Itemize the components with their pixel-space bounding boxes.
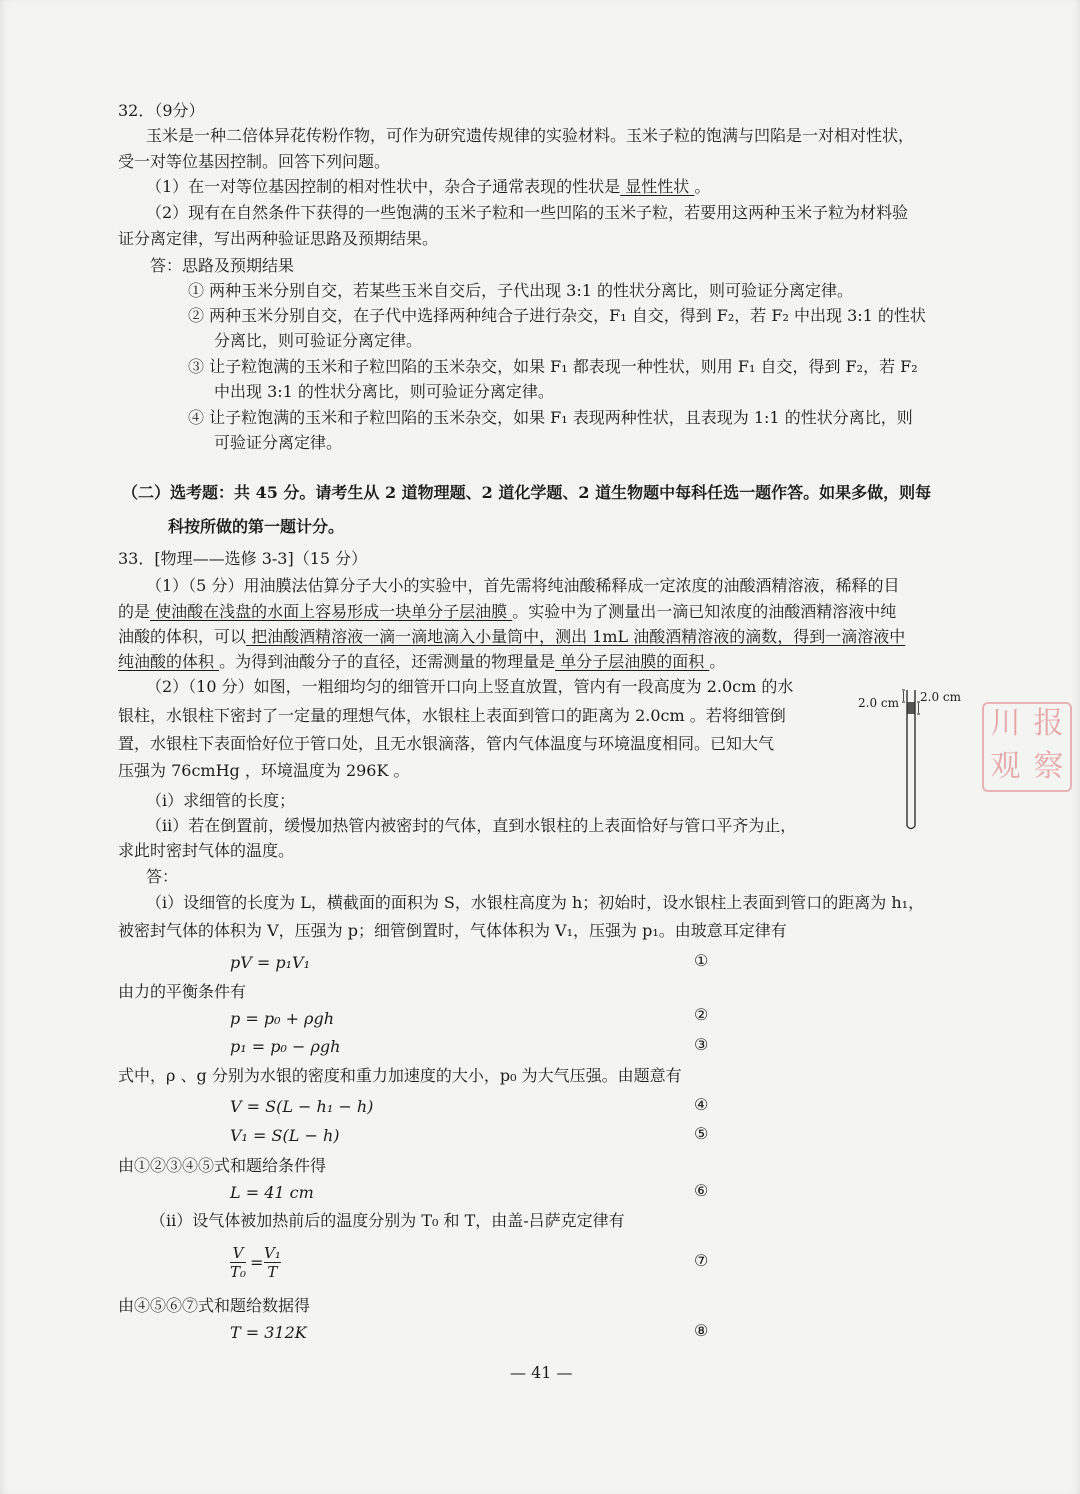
equation-number-8: ⑧: [694, 1321, 709, 1340]
equation-5: V₁ = S(L − h): [230, 1126, 340, 1145]
section2-line2: 科按所做的第一题计分。: [168, 517, 345, 536]
q33-sub-i: （i）求细管的长度；: [146, 791, 296, 810]
q33-part1-line3: 油酸的体积，可以 把油酸酒精溶液一滴一滴地滴入小量筒中，测出 1mL 油酸酒精溶液的滴数，得到一滴溶液中: [118, 627, 906, 646]
q33-sub-ii-line2: 求此时密封气体的温度。: [118, 841, 295, 860]
q32-answer-3-line2: 中出现 3:1 的性状分离比，则可验证分离定律。: [214, 382, 554, 401]
tube-diagram: [896, 688, 926, 832]
figure-label-left: 2.0 cm: [858, 696, 899, 710]
q32-part2-line2: 证分离定律，写出两种验证思路及预期结果。: [118, 229, 439, 248]
equation-2: p = p₀ + ρgh: [230, 1009, 335, 1028]
fraction-right: V₁ T: [264, 1244, 281, 1281]
q32-part1-answer: 显性性状: [620, 177, 695, 196]
q33-sub-ii-line1: （ii）若在倒置前，缓慢加热管内被密封的气体，直到水银柱的上表面恰好与管口平齐为止，: [146, 816, 797, 835]
text-from-equations-1: 由①②③④⑤式和题给条件得: [118, 1156, 327, 1175]
q32-header: 32．（9分）: [118, 101, 205, 120]
equation-number-5: ⑤: [694, 1124, 709, 1143]
q32-answer-4-line1: ④ 让子粒饱满的玉米和子粒凹陷的玉米杂交，如果 F₁ 表现两种性状，且表现为 1:1 的性状分离比，则: [188, 408, 913, 427]
q33-part2-line1: （2）（10 分）如图，一粗细均匀的细管开口向上竖直放置，管内有一段高度为 2.0cm 的水: [146, 677, 794, 696]
q32-intro-line2: 受一对等位基因控制。回答下列问题。: [118, 152, 391, 171]
equation-3: p₁ = p₀ − ρgh: [230, 1037, 341, 1056]
equation-4: V = S(L − h₁ − h): [230, 1097, 374, 1116]
equation-1: pV = p₁V₁: [230, 953, 310, 972]
q33-part1-line2: 的是 使油酸在浅盘的水面上容易形成一块单分子层油膜 。实验中为了测量出一滴已知浓度的油酸酒精溶液中纯: [118, 602, 897, 621]
equation-number-3: ③: [694, 1035, 709, 1054]
text-from-equations-2: 由④⑤⑥⑦式和题给数据得: [118, 1296, 311, 1315]
equation-number-4: ④: [694, 1095, 709, 1114]
q33-part2-line3: 置，水银柱下表面恰好位于管口处，且无水银滴落，管内气体温度与环境温度相同。已知大气: [118, 734, 775, 753]
q33-header: 33．[物理——选修 3-3]（15 分）: [118, 549, 368, 568]
equation-8: T = 312K: [230, 1323, 307, 1342]
q33-part1-line1: （1）（5 分）用油膜法估算分子大小的实验中，首先需将纯油酸稀释成一定浓度的油酸酒精溶液，稀释的目: [146, 576, 900, 595]
q32-part1: （1）在一对等位基因控制的相对性状中，杂合子通常表现的性状是 显性性状 。: [146, 177, 711, 196]
text-where: 式中，ρ 、g 分别为水银的密度和重力加速度的大小，p₀ 为大气压强。由题意有: [118, 1066, 682, 1085]
q32-answer-4-line2: 可验证分离定律。: [214, 433, 343, 452]
q33-solution-ii: （ii）设气体被加热前后的温度分别为 T₀ 和 T，由盖-吕萨克定律有: [150, 1211, 625, 1230]
equation-number-2: ②: [694, 1005, 709, 1024]
q32-answer-2-line1: ② 两种玉米分别自交，在子代中选择两种纯合子进行杂交，F₁ 自交，得到 F₂，若 F₂ 中出现 3:1 的性状: [188, 306, 926, 325]
equals-sign: =: [250, 1253, 264, 1272]
page-number: — 41 —: [510, 1363, 573, 1382]
q33-answer-head: 答：: [146, 867, 179, 886]
q32-answer-2-line2: 分离比，则可验证分离定律。: [214, 331, 423, 350]
q32-intro-line1: 玉米是一种二倍体异花传粉作物，可作为研究遗传规律的实验材料。玉米子粒的饱满与凹陷是一对相对性状，: [146, 126, 915, 145]
text-force-balance: 由力的平衡条件有: [118, 982, 247, 1001]
q32-answer-head: 答：思路及预期结果: [150, 256, 295, 275]
q33-answer-quantity: 单分子层油膜的面积: [555, 652, 710, 671]
figure-label-right: 2.0 cm: [920, 690, 961, 704]
q33-answer-method-end: 纯油酸的体积: [118, 652, 220, 671]
q33-solution-i-line1: （i）设细管的长度为 L，横截面的面积为 S，水银柱高度为 h；初始时，设水银柱上表面到管口的距离为 h₁，: [146, 893, 925, 912]
q33-part2-line4: 压强为 76cmHg ，环境温度为 296K 。: [118, 761, 410, 780]
q33-answer-purpose: 使油酸在浅盘的水面上容易形成一块单分子层油膜: [150, 602, 513, 621]
equation-6: L = 41 cm: [230, 1183, 314, 1202]
q32-answer-1: ① 两种玉米分别自交，若某些玉米自交后，子代出现 3:1 的性状分离比，则可验证分离定律。: [188, 281, 854, 300]
q33-part1-line4: 纯油酸的体积 。为得到油酸分子的直径，还需测量的物理量是 单分子层油膜的面积 。: [118, 652, 726, 671]
q32-part2-line1: （2）现有在自然条件下获得的一些饱满的玉米子粒和一些凹陷的玉米子粒，若要用这两种玉米子粒为材料验: [146, 203, 909, 222]
equation-number-7: ⑦: [694, 1251, 709, 1270]
watermark-stamp: 川 报 观 察: [982, 702, 1072, 792]
q33-part2-line2: 银柱，水银柱下密封了一定量的理想气体，水银柱上表面到管口的距离为 2.0cm 。若将细管倒: [118, 706, 786, 725]
q33-answer-method: 把油酸酒精溶液一滴一滴地滴入小量筒中，测出 1mL 油酸酒精溶液的滴数，得到一滴溶液中: [246, 627, 906, 646]
fraction-left: V T₀: [230, 1244, 247, 1281]
equation-number-6: ⑥: [694, 1181, 709, 1200]
equation-number-1: ①: [694, 951, 709, 970]
q32-answer-3-line1: ③ 让子粒饱满的玉米和子粒凹陷的玉米杂交，如果 F₁ 都表现一种性状，则用 F₁ 自交，得到 F₂，若 F₂: [188, 357, 918, 376]
q33-solution-i-line2: 被密封气体的体积为 V，压强为 p；细管倒置时，气体体积为 V₁，压强为 p₁。由玻意耳定律有: [118, 921, 787, 940]
section2-line1: （二）选考题：共 45 分。请考生从 2 道物理题、2 道化学题、2 道生物题中每科任选一题作答。如果多做，则每: [122, 483, 932, 502]
